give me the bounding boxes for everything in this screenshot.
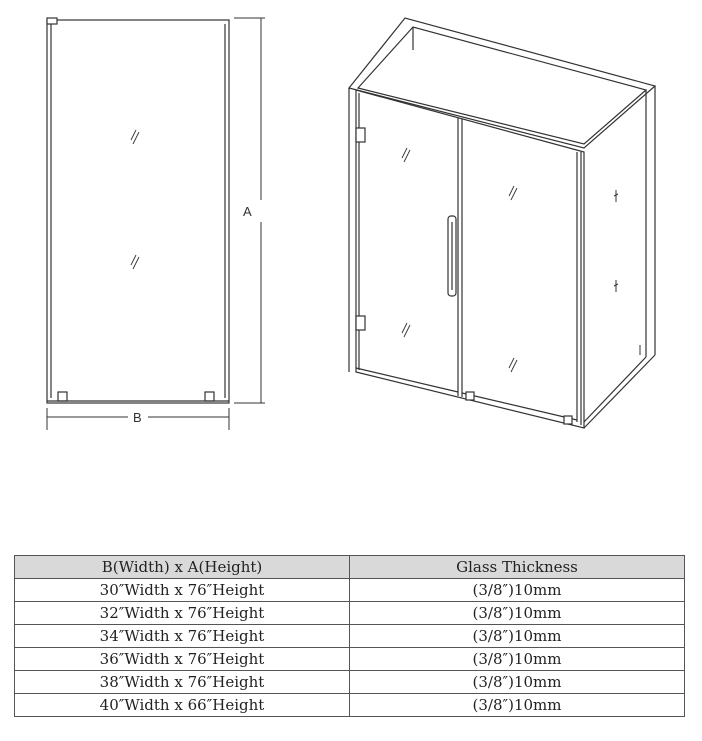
table-row [15, 579, 685, 602]
front-elevation-panel [47, 18, 229, 403]
panel-bottom-guide-right [205, 392, 214, 401]
side-panel-clips [614, 190, 640, 355]
hinge-bottom [356, 316, 365, 330]
header-glass-thickness: Glass Thickness [350, 556, 685, 579]
dimension-b-label: B [133, 410, 142, 425]
panel-bottom-guide-left [58, 392, 67, 401]
table-header-row [15, 556, 685, 579]
size-spec-table [14, 555, 685, 717]
door-handle [448, 216, 456, 296]
hinge-top [356, 128, 365, 142]
table-row [15, 602, 685, 625]
dimension-a-label: A [243, 204, 252, 219]
cell-dimensions: 32″Width x 76″Height [15, 602, 350, 625]
bottom-guide-right [564, 416, 572, 424]
isometric-enclosure [349, 18, 655, 428]
cell-dimensions: 38″Width x 76″Height [15, 671, 350, 694]
cell-dimensions: 36″Width x 76″Height [15, 648, 350, 671]
cell-dimensions: 34″Width x 76″Height [15, 625, 350, 648]
cell-glass-thickness: (3/8″)10mm [350, 625, 685, 648]
cell-glass-thickness: (3/8″)10mm [350, 671, 685, 694]
panel-outline [47, 20, 229, 403]
cell-glass-thickness: (3/8″)10mm [350, 602, 685, 625]
table-row [15, 648, 685, 671]
cell-dimensions: 40″Width x 66″Height [15, 694, 350, 717]
cell-glass-thickness: (3/8″)10mm [350, 694, 685, 717]
enclosure-front-glass [356, 90, 584, 428]
bottom-guide-center [466, 392, 474, 400]
cell-dimensions: 30″Width x 76″Height [15, 579, 350, 602]
panel-top-clip [47, 18, 57, 24]
table-row [15, 671, 685, 694]
table-row [15, 625, 685, 648]
glass-reflection-mark [131, 130, 139, 269]
cell-glass-thickness: (3/8″)10mm [350, 648, 685, 671]
table-row [15, 694, 685, 717]
cell-glass-thickness: (3/8″)10mm [350, 579, 685, 602]
header-dimensions: B(Width) x A(Height) [15, 556, 350, 579]
